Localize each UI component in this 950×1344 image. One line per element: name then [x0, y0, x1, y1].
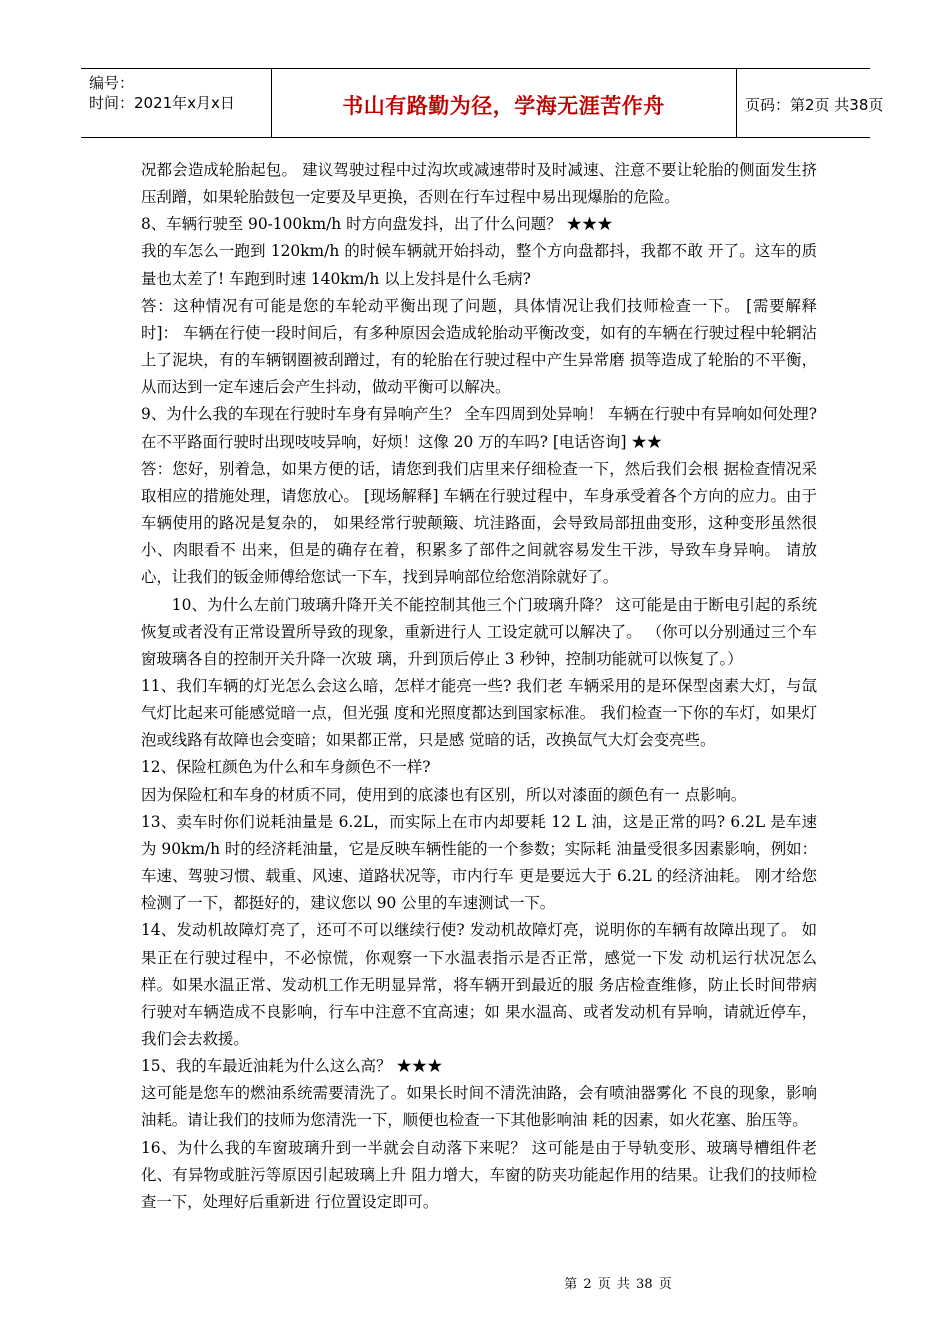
header-page-cell: [736, 69, 884, 137]
header-motto-cell: [271, 69, 737, 137]
header-motto: 书山有路勤为径，学海无涯苦作舟: [342, 94, 665, 118]
serial-number-label: 编号：: [89, 74, 135, 92]
question-heading: 15、我的车最近油耗为什么这么高？ ★★★: [141, 1057, 443, 1076]
paragraph: 答：您好，别着急，如果方便的话，请您到我们店里来仔细检查一下，然后我们会根 据检查情况采取相应的措施处理，请您放心。 [现场解释] 车辆在行驶过程中，车身承受着各个方向的应力。由于车辆使用的路况是复杂的， 如果经常行驶颠簸、坑洼路面，会导致局部扭曲变形，这种变形虽然很小、肉眼看不 出来，但是的确存在着，积累多了部件之间就容易发生干涉，导致车身异响。 请放心，让我们的钣金师傅给您试一下车，找到异响部位给您消除就好了。: [141, 459, 817, 587]
paragraph: 9、为什么我的车现在行驶时车身有异响产生？ 全车四周到处异响！ 车辆在行驶中有异响如何处理? 在不平路面行驶时出现吱吱异响，好烦！这像 20 万的车吗? [电话咨询] ★★: [141, 405, 817, 451]
header-info-cell: [81, 69, 272, 137]
document-body: [141, 157, 817, 1216]
paragraph: 答：这种情况有可能是您的车轮动平衡出现了问题，具体情况让我们技师检查一下。 [需要解释时]： 车辆在行使一段时间后，有多种原因会造成轮胎动平衡改变，如有的车辆在行驶过程中轮辋沾上了泥块，有的车辆钢圈被刮蹭过，有的轮胎在行驶过程中产生异常磨 损等造成了轮胎的不平衡，从而达到一定车速后会产生抖动，做动平衡可以解决。: [141, 296, 817, 397]
paragraph: 14、发动机故障灯亮了，还可不可以继续行使? 发动机故障灯亮，说明你的车辆有故障出现了。 如果正在行驶过程中，不必惊慌，你观察一下水温表指示是否正常，感觉一下发 动机运行状况怎么样。如果水温正常、发动机工作无明显异常，将车辆开到最近的服 务店检查维修，防止长时间带病行驶对车辆造成不良影响，行车中注意不宜高速；如 果水温高、或者发动机有异响，请就近停车，我们会去救援。: [141, 921, 817, 1048]
question-heading: 8、车辆行驶至 90-100km/h 时方向盘发抖，出了什么问题？ ★★★: [141, 215, 613, 234]
date-label: 时间：2021年x月x日: [89, 94, 235, 112]
paragraph: 11、我们车辆的灯光怎么会这么暗，怎样才能亮一些? 我们老 车辆采用的是环保型卤素大灯，与氙气灯比起来可能感觉暗一点，但光强 度和光照度都达到国家标准。 我们检查一下你的车灯，如果灯泡或线路有故障也会变暗；如果都正常，只是感 觉暗的话，改换氙气大灯会变亮些。: [141, 676, 817, 750]
paragraph: 况都会造成轮胎起包。 建议驾驶过程中过沟坎或减速带时及时减速、注意不要让轮胎的侧面发生挤压刮蹭，如果轮胎鼓包一定要及早更换，否则在行车过程中易出现爆胎的危险。: [141, 161, 817, 207]
question-heading: 12、保险杠颜色为什么和车身颜色不一样?: [141, 758, 431, 777]
paragraph: 10、为什么左前门玻璃升降开关不能控制其他三个门玻璃升降？ 这可能是由于断电引起的系统恢复或者没有正常设置所导致的现象，重新进行人 工设定就可以解决了。 （你可以分别通过三个车窗玻璃各自的控制开关升降一次玻 璃，升到顶后停止 3 秒钟，控制功能就可以恢复了。）: [141, 595, 817, 668]
page-footer: 第 2 页 共 38 页: [564, 1277, 672, 1292]
header-page-info: 页码：第2页 共38页: [745, 96, 884, 114]
paragraph: 这可能是您车的燃油系统需要清洗了。如果长时间不清洗油路，会有喷油器雾化 不良的现象，影响油耗。请让我们的技师为您清洗一下，顺便也检查一下其他影响油 耗的因素，如火花塞、胎压等。: [141, 1084, 817, 1130]
paragraph: 我的车怎么一跑到 120km/h 的时候车辆就开始抖动，整个方向盘都抖，我都不敢 开了。这车的质量也太差了! 车跑到时速 140km/h 以上发抖是什么毛病?: [141, 242, 817, 288]
paragraph: 13、卖车时你们说耗油量是 6.2L，而实际上在市内却要耗 12 L 油，这是正常的吗? 6.2L 是车速为 90km/h 时的经济耗油量，它是反映车辆性能的一个参数；实际耗 油量受很多因素影响，例如：车速、驾驶习惯、载重、风速、道路状况等，市内行车 更是要远大于 6.2L 的经济油耗。 刚才给您检测了一下，都挺好的，建议您以 90 公里的车速测试一下。: [141, 812, 817, 913]
page-header: [81, 68, 884, 138]
paragraph: 因为保险杠和车身的材质不同，使用到的底漆也有区别，所以对漆面的颜色有一 点影响。: [141, 785, 747, 804]
paragraph: 16、为什么我的车窗玻璃升到一半就会自动落下来呢？ 这可能是由于导轨变形、玻璃导槽组件老化、有异物或脏污等原因引起玻璃上升 阻力增大，车窗的防夹功能起作用的结果。让我们的技师检查一下，处理好后重新进 行位置设定即可。: [141, 1138, 817, 1211]
